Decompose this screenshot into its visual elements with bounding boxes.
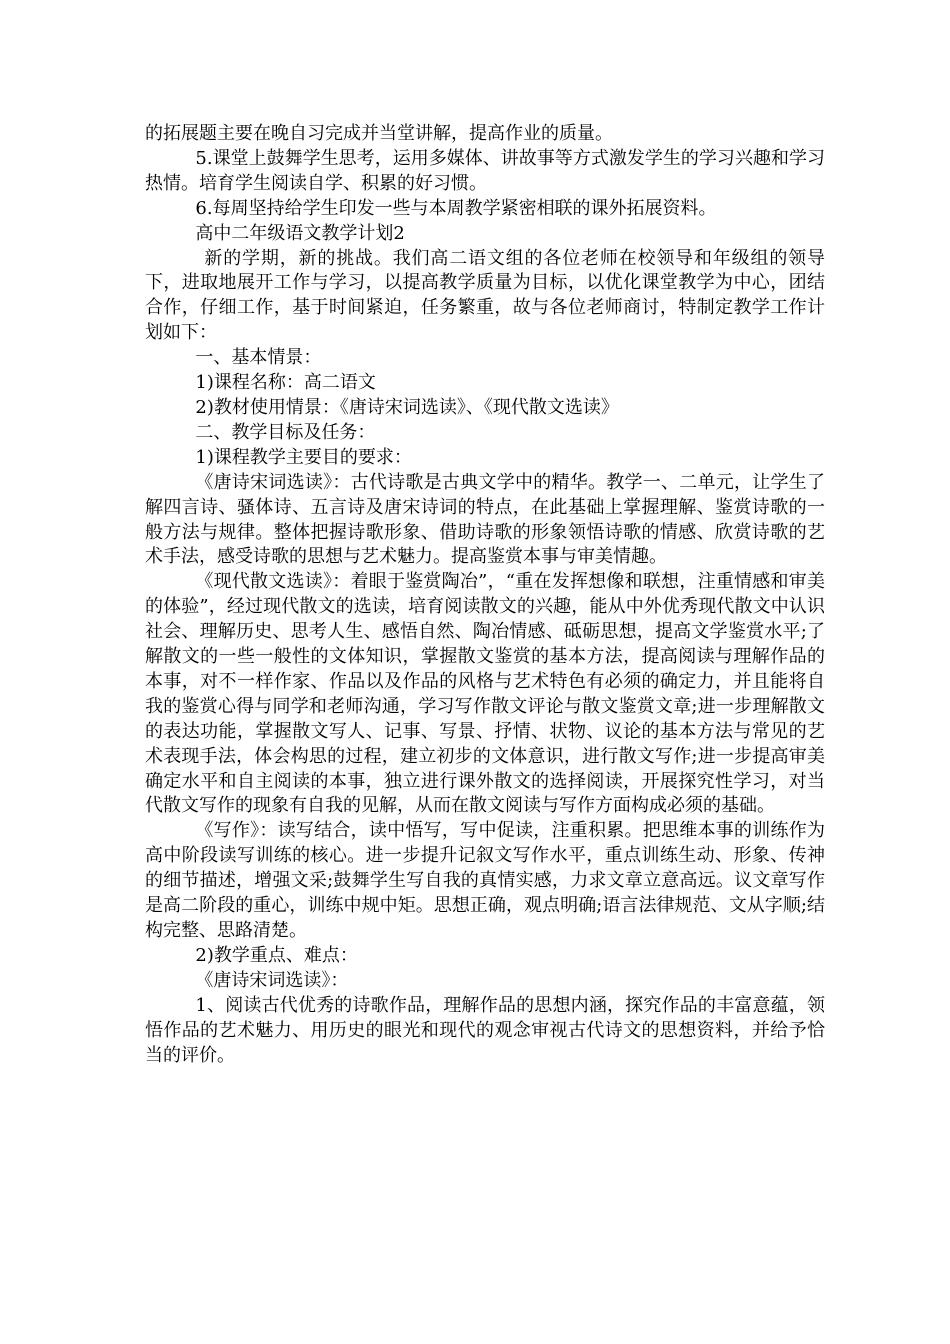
- paragraph-modern-prose: 《现代散文选读》：着眼于鉴赏陶冶”，“重在发挥想像和联想，注重情感和审美的体验”，经过现代散文的选读，培育阅读散文的兴趣，能从中外优秀现代散文中认识社会、理解历史、思考人生、感悟自然、陶冶情感、砥砺思想，提高文学鉴赏水平;了解散文的一些一般性的文体知识，掌握散文鉴赏的基本方法，提高阅读与理解作品的本事，对不一样作家、作品以及作品的风格与艺术特色有必须的确定力，并且能将自我的鉴赏心得与同学和老师沟通，学习写作散文评论与散文鉴赏文章;进一步理解散文的表达功能，掌握散文写人、记事、写景、抒情、状物、议论的基本方法与常见的艺术表现手法，体会构思的过程，建立初步的文体意识，进行散文写作;进一步提高审美确定水平和自主阅读的本事，独立进行课外散文的选择阅读，开展探究性学习，对当代散文写作的现象有自我的见解，从而在散文阅读与写作方面构成必须的基础。: [145, 571, 825, 817]
- paragraph-point-1: 1、阅读古代优秀的诗歌作品，理解作品的思想内涵，探究作品的丰富意蕴，领悟作品的艺术魅力、用历史的眼光和现代的观念审视古代诗文的思想资料，并给予恰当的评价。: [145, 994, 825, 1066]
- textbook-usage: 2)教材使用情景：《唐诗宋词选读》、《现代散文选读》: [195, 396, 619, 418]
- heading-goals: 二、教学目标及任务：: [195, 421, 376, 443]
- paragraph-tang-song: 《唐诗宋词选读》：古代诗歌是古典文学中的精华。教学一、二单元，让学生了解四言诗、骚体诗、五言诗及唐宋诗词的特点，在此基础上掌握理解、鉴赏诗歌的一般方法与规律。整体把握诗歌形象、借助诗歌的形象领悟诗歌的情感、欣赏诗歌的艺术手法，感受诗歌的思想与艺术魅力。提高鉴赏本事与审美情趣。: [145, 471, 825, 568]
- paragraph-intro: 新的学期，新的挑战。我们高二语文组的各位老师在校领导和年级组的领导下，进取地展开工作与学习，以提高教学质量为目标，以优化课堂教学为中心，团结合作，仔细工作，基于时间紧迫，任务繁重，故与各位老师商讨，特制定教学工作计划如下：: [145, 247, 825, 344]
- course-name: 1)课程名称：高二语文: [195, 372, 376, 394]
- subheading-requirements: 1)课程教学主要目的要求：: [195, 446, 412, 468]
- subheading-tang-song: 《唐诗宋词选读》：: [195, 969, 349, 991]
- paragraph-3: 6.每周坚持给学生印发一些与本周教学紧密相联的课外拓展资料。: [195, 197, 717, 219]
- heading-basic-situation: 一、基本情景：: [195, 347, 322, 369]
- document-page: [145, 122, 825, 1068]
- paragraph-1: 的拓展题主要在晚自习完成并当堂讲解，提高作业的质量。: [145, 123, 613, 144]
- section-title: 高中二年级语文教学计划2: [195, 222, 405, 244]
- subheading-key-points: 2)教学重点、难点：: [195, 944, 358, 966]
- paragraph-writing: 《写作》：读写结合，读中悟写，写中促读，注重积累。把思维本事的训练作为高中阶段读写训练的核心。进一步提升记叙文写作水平，重点训练生动、形象、传神的细节描述，增强文采;鼓舞学生写自我的真情实感，力求文章立意高远。议文章写作是高二阶段的重心，训练中规中矩。思想正确，观点明确;语言法律规范、文从字顺;结构完整、思路清楚。: [145, 820, 825, 941]
- paragraph-2: 5.课堂上鼓舞学生思考，运用多媒体、讲故事等方式激发学生的学习兴趣和学习热情。培育学生阅读自学、积累的好习惯。: [145, 147, 825, 194]
